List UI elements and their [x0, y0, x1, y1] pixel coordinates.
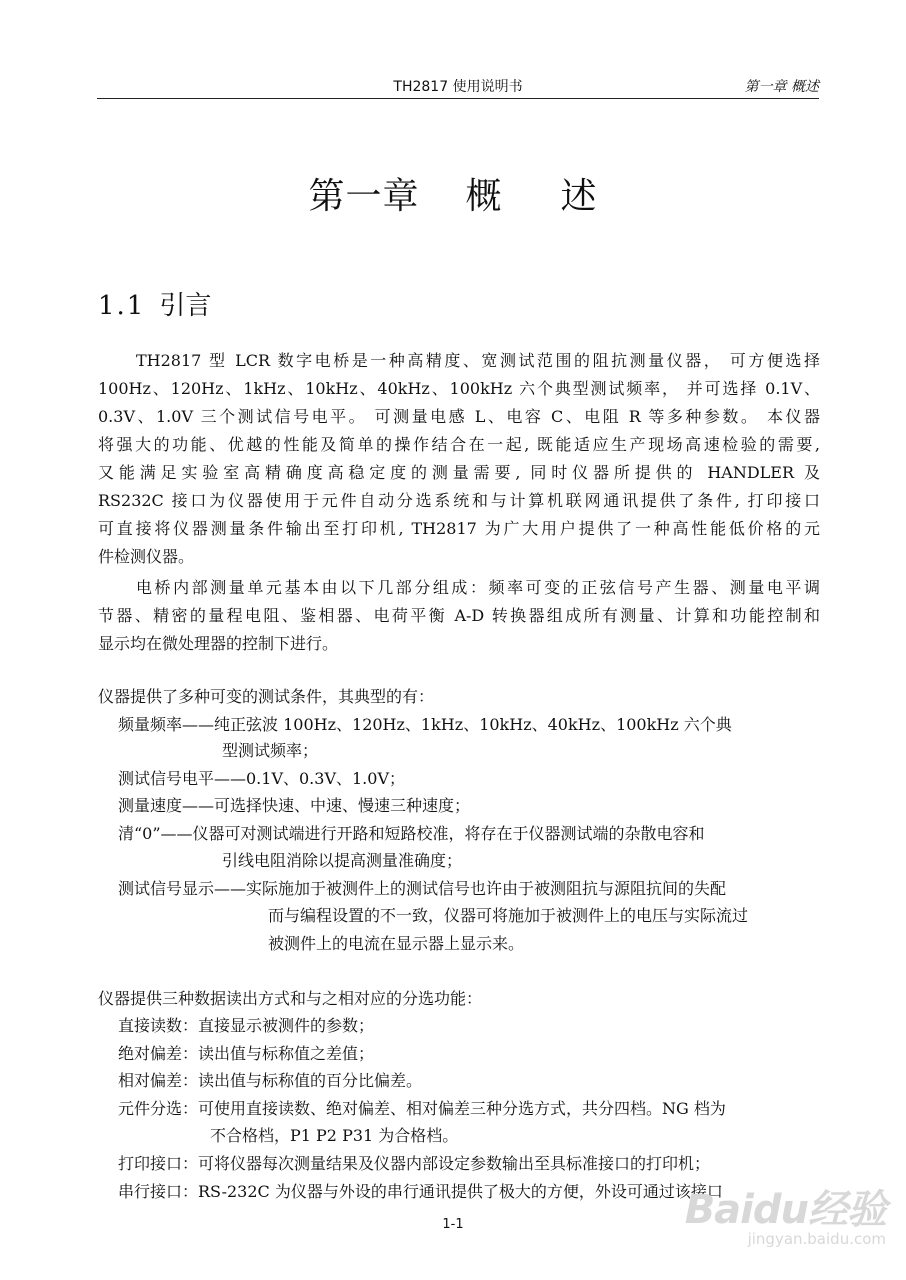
- chapter-title: [0, 168, 906, 219]
- bridge-line: 电桥内部测量单元基本由以下几部分组成：频率可变的正弦信号产生器、测量电平调: [136, 578, 820, 597]
- readout-line: 元件分选：可使用直接读数、绝对偏差、相对偏差三种分选方式，共分四档。NG 档为: [118, 1099, 726, 1118]
- readout-line: 相对偏差：读出值与标称值的百分比偏差。: [118, 1071, 423, 1090]
- condition-line: 测量速度——可选择快速、中速、慢速三种速度；: [118, 796, 471, 815]
- header-chapter-label: 第一章 概述: [744, 79, 819, 95]
- watermark-logo: Baidu经验: [684, 1187, 886, 1233]
- section-title: 引言: [159, 291, 212, 321]
- condition-line: 测试信号显示——实际施加于被测件上的测试信号也许由于被测阻抗与源阻抗间的失配: [118, 879, 727, 898]
- condition-line: 被测件上的电流在显示器上显示来。: [268, 934, 525, 953]
- section-heading: [98, 285, 211, 322]
- condition-line: 频量频率——纯正弦波 100Hz、120Hz、1kHz、10kHz、40kHz、100kHz 六个典: [118, 715, 732, 734]
- bridge-line: 显示均在微处理器的控制下进行。: [98, 634, 339, 653]
- intro-line: RS232C 接口为仪器使用于元件自动分选系统和与计算机联网通讯提供了条件, 打印接口: [98, 491, 820, 510]
- intro-line: 将强大的功能、优越的性能及简单的操作结合在一起, 既能适应生产现场高速检验的需要,: [98, 435, 820, 454]
- watermark-site: jingyan.baidu.com: [747, 1230, 886, 1248]
- chapter-title-part2: 概: [465, 176, 503, 217]
- chapter-title-part1: 第一章: [308, 176, 420, 217]
- readout-line: 串行接口：RS-232C 为仪器与外设的串行通讯提供了极大的方便，外设可通过该接口: [118, 1182, 723, 1201]
- page-number: 1-1: [442, 1217, 464, 1232]
- condition-line: 清“0”——仪器可对测试端进行开路和短路校准，将存在于仪器测试端的杂散电容和: [118, 824, 705, 843]
- readout-line: 直接读数：直接显示被测件的参数；: [118, 1016, 375, 1035]
- condition-line: 测试信号电平——0.1V、0.3V、1.0V；: [118, 769, 406, 788]
- readout-line: 绝对偏差：读出值与标称值之差值；: [118, 1044, 375, 1063]
- intro-line: 又能满足实验室高精确度高稳定度的测量需要, 同时仪器所提供的 HANDLER 及: [98, 463, 820, 482]
- page-header: [97, 72, 819, 99]
- baidu-watermark: [684, 1187, 886, 1248]
- readout-heading: 仪器提供三种数据读出方式和与之相对应的分选功能：: [98, 989, 483, 1008]
- header-doc-title: TH2817 使用说明书: [393, 79, 523, 95]
- conditions-heading: 仪器提供了多种可变的测试条件，其典型的有：: [98, 687, 435, 706]
- readout-line: 不合格档，P1 P2 P31 为合格档。: [210, 1126, 459, 1145]
- intro-line: TH2817 型 LCR 数字电桥是一种高精度、宽测试范围的阻抗测量仪器， 可方便选择: [136, 351, 820, 370]
- intro-line: 件检测仪器。: [98, 547, 195, 566]
- intro-line: 可直接将仪器测量条件输出至打印机, TH2817 为广大用户提供了一种高性能低价格的元: [98, 519, 820, 538]
- bridge-line: 节器、精密的量程电阻、鉴相器、电荷平衡 A-D 转换器组成所有测量、计算和功能控制和: [98, 606, 820, 625]
- intro-line: 0.3V、1.0V 三个测试信号电平。 可测量电感 L、电容 C、电阻 R 等多种参数。 本仪器: [98, 407, 820, 426]
- condition-line: 而与编程设置的不一致，仪器可将施加于被测件上的电压与实际流过: [268, 906, 749, 925]
- condition-line: 引线电阻消除以提高测量准确度；: [222, 851, 463, 870]
- readout-line: 打印接口：可将仪器每次测量结果及仪器内部设定参数输出至具标准接口的打印机；: [118, 1154, 711, 1173]
- condition-line: 型测试频率；: [222, 741, 319, 760]
- chapter-title-part3: 述: [560, 176, 598, 217]
- intro-line: 100Hz、120Hz、1kHz、10kHz、40kHz、100kHz 六个典型测试频率， 并可选择 0.1V、: [98, 379, 820, 398]
- section-number: 1.1: [98, 291, 146, 321]
